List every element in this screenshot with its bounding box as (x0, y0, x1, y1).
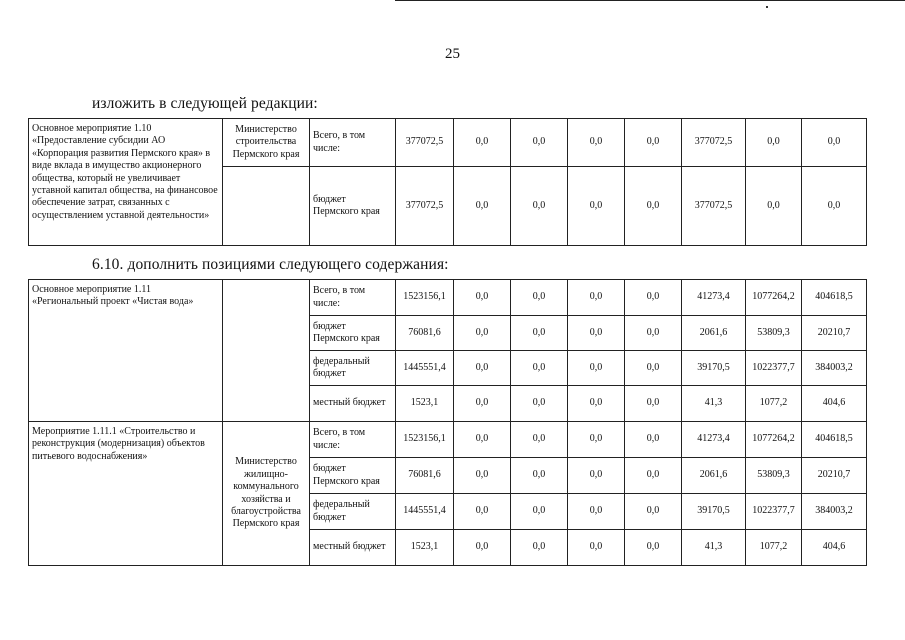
amount-cell: 1445551,4 (396, 351, 454, 386)
amount-cell: 0,0 (454, 316, 511, 351)
executor-cell (223, 280, 310, 422)
amount-cell: 0,0 (746, 167, 802, 246)
heading-add-positions: 6.10. дополнить позициями следующего содержания: (92, 256, 449, 273)
funding-source: местный бюджет (310, 530, 396, 566)
amount-cell: 1523156,1 (396, 280, 454, 316)
measure-description: Мероприятие 1.11.1 «Строительство и реконструкция (модернизация) объектов питьевого водоснабжения» (29, 422, 223, 566)
amount-cell: 53809,3 (746, 458, 802, 494)
amount-cell: 76081,6 (396, 316, 454, 351)
amount-cell: 2061,6 (682, 458, 746, 494)
executor-cell: Министерство строительства Пермского края (223, 119, 310, 167)
amount-cell: 377072,5 (396, 119, 454, 167)
amount-cell: 0,0 (746, 119, 802, 167)
amount-cell: 0,0 (802, 119, 867, 167)
amount-cell: 0,0 (568, 494, 625, 530)
amount-cell: 1022377,7 (746, 494, 802, 530)
amount-cell: 41,3 (682, 530, 746, 566)
amount-cell: 0,0 (568, 386, 625, 422)
top-rule (395, 0, 905, 1)
amount-cell: 1445551,4 (396, 494, 454, 530)
amount-cell: 1077,2 (746, 530, 802, 566)
scan-speck (766, 6, 768, 8)
amount-cell: 1077,2 (746, 386, 802, 422)
amount-cell: 404618,5 (802, 280, 867, 316)
amount-cell: 1523,1 (396, 530, 454, 566)
amount-cell: 41,3 (682, 386, 746, 422)
funding-source: бюджет Пермского края (310, 167, 396, 246)
amount-cell: 0,0 (802, 167, 867, 246)
heading-edit-instruction: изложить в следующей редакции: (92, 95, 318, 112)
amount-cell: 0,0 (568, 351, 625, 386)
amount-cell: 404,6 (802, 386, 867, 422)
amount-cell: 0,0 (454, 351, 511, 386)
amount-cell: 20210,7 (802, 458, 867, 494)
funding-source: федеральный бюджет (310, 494, 396, 530)
amount-cell: 0,0 (454, 530, 511, 566)
amount-cell: 384003,2 (802, 351, 867, 386)
amount-cell: 0,0 (625, 280, 682, 316)
funding-source: местный бюджет (310, 386, 396, 422)
amount-cell: 0,0 (454, 422, 511, 458)
amount-cell: 377072,5 (682, 119, 746, 167)
amount-cell: 2061,6 (682, 316, 746, 351)
table-row (29, 280, 867, 316)
amount-cell: 0,0 (511, 530, 568, 566)
amount-cell: 1077264,2 (746, 422, 802, 458)
amount-cell: 0,0 (568, 422, 625, 458)
amount-cell: 0,0 (511, 494, 568, 530)
amount-cell: 0,0 (568, 119, 625, 167)
amount-cell: 377072,5 (396, 167, 454, 246)
amount-cell: 404,6 (802, 530, 867, 566)
amount-cell: 384003,2 (802, 494, 867, 530)
amount-cell: 1523156,1 (396, 422, 454, 458)
funding-source: федеральный бюджет (310, 351, 396, 386)
amount-cell: 404618,5 (802, 422, 867, 458)
table-row (29, 119, 867, 167)
measure-description: Основное мероприятие 1.11 «Региональный проект «Чистая вода» (29, 280, 223, 422)
amount-cell: 0,0 (511, 458, 568, 494)
amount-cell: 0,0 (568, 167, 625, 246)
page-number: 25 (445, 46, 460, 62)
amount-cell: 0,0 (568, 280, 625, 316)
amount-cell: 377072,5 (682, 167, 746, 246)
amount-cell: 0,0 (625, 422, 682, 458)
amount-cell: 53809,3 (746, 316, 802, 351)
amount-cell: 41273,4 (682, 422, 746, 458)
amount-cell: 0,0 (511, 316, 568, 351)
amount-cell: 41273,4 (682, 280, 746, 316)
funding-source: бюджет Пермского края (310, 458, 396, 494)
amount-cell: 0,0 (454, 494, 511, 530)
amount-cell: 20210,7 (802, 316, 867, 351)
table-measure-1-10 (28, 118, 867, 246)
funding-source: Всего, в том числе: (310, 280, 396, 316)
amount-cell: 1077264,2 (746, 280, 802, 316)
amount-cell: 0,0 (568, 530, 625, 566)
amount-cell: 39170,5 (682, 351, 746, 386)
amount-cell: 0,0 (511, 280, 568, 316)
amount-cell: 0,0 (511, 167, 568, 246)
amount-cell: 0,0 (625, 119, 682, 167)
table-row (29, 422, 867, 458)
amount-cell: 0,0 (568, 316, 625, 351)
amount-cell: 0,0 (511, 119, 568, 167)
amount-cell: 0,0 (625, 458, 682, 494)
amount-cell: 0,0 (454, 386, 511, 422)
amount-cell: 76081,6 (396, 458, 454, 494)
executor-blank-cell (223, 167, 310, 246)
amount-cell: 0,0 (454, 167, 511, 246)
amount-cell: 0,0 (454, 119, 511, 167)
amount-cell: 0,0 (625, 386, 682, 422)
amount-cell: 0,0 (625, 494, 682, 530)
amount-cell: 0,0 (625, 316, 682, 351)
amount-cell: 0,0 (625, 167, 682, 246)
amount-cell: 0,0 (454, 458, 511, 494)
funding-source: Всего, в том числе: (310, 119, 396, 167)
measure-description: Основное мероприятие 1.10 «Предоставление субсидии АО «Корпорация развития Пермского края» в виде вклада в имущество акционерного общества, который не увеличивает уставной капитал общества, на финансовое обеспечение затрат, связанных с осуществлением уставной деятельности» (29, 119, 223, 246)
executor-cell: Министерство жилищно-коммунального хозяйства и благоустройства Пермского края (223, 422, 310, 566)
table-measure-1-11 (28, 279, 867, 566)
funding-source: Всего, в том числе: (310, 422, 396, 458)
amount-cell: 1022377,7 (746, 351, 802, 386)
amount-cell: 0,0 (625, 530, 682, 566)
amount-cell: 0,0 (511, 422, 568, 458)
funding-source: бюджет Пермского края (310, 316, 396, 351)
amount-cell: 0,0 (511, 351, 568, 386)
amount-cell: 0,0 (568, 458, 625, 494)
amount-cell: 0,0 (625, 351, 682, 386)
amount-cell: 1523,1 (396, 386, 454, 422)
amount-cell: 39170,5 (682, 494, 746, 530)
amount-cell: 0,0 (511, 386, 568, 422)
amount-cell: 0,0 (454, 280, 511, 316)
